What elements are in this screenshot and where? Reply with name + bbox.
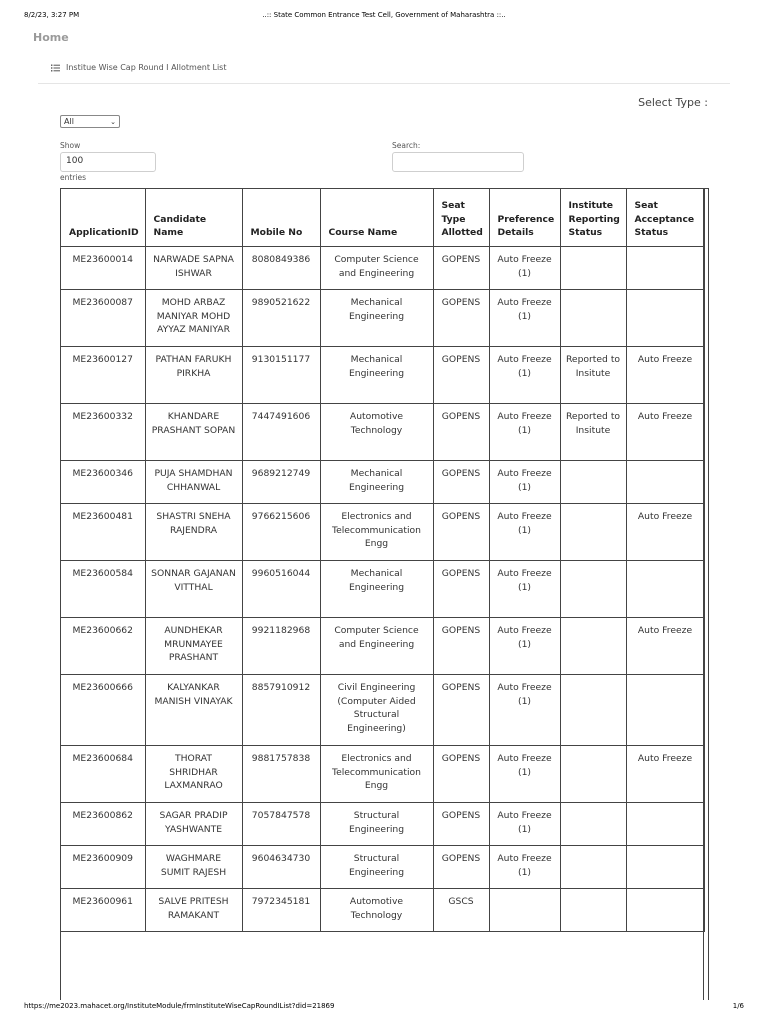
application-id-cell: ME23600332	[61, 404, 145, 461]
preference-cell: Auto Freeze (1)	[489, 803, 560, 846]
seat-type-cell: GOPENS	[433, 803, 489, 846]
mobile-no-cell: 7057847578	[242, 803, 320, 846]
select-type-label: Select Type :	[638, 96, 708, 109]
course-name-cell: Structural Engineering	[320, 803, 433, 846]
type-select-value: All	[64, 117, 74, 126]
table-row	[61, 290, 704, 347]
acceptance-status-cell	[626, 675, 704, 746]
course-name-cell: Civil Engineering (Computer Aided Structural Engineering)	[320, 675, 433, 746]
reporting-status-cell: Reported to Insitute	[560, 404, 626, 461]
mobile-no-cell: 8857910912	[242, 675, 320, 746]
reporting-status-cell	[560, 561, 626, 618]
mobile-no-cell: 9960516044	[242, 561, 320, 618]
application-id-cell: ME23600346	[61, 461, 145, 504]
table-header-row	[61, 189, 704, 247]
candidate-name-cell: MOHD ARBAZ MANIYAR MOHD AYYAZ MANIYAR	[145, 290, 242, 347]
course-name-cell: Automotive Technology	[320, 404, 433, 461]
seat-type-cell: GOPENS	[433, 846, 489, 889]
seat-type-cell: GSCS	[433, 889, 489, 932]
preference-cell: Auto Freeze (1)	[489, 846, 560, 889]
table-inner-border	[703, 189, 704, 1000]
seat-type-cell: GOPENS	[433, 746, 489, 803]
application-id-cell: ME23600666	[61, 675, 145, 746]
reporting-status-cell	[560, 504, 626, 561]
table-row	[61, 746, 704, 803]
mobile-no-cell: 9130151177	[242, 347, 320, 404]
reporting-status-cell	[560, 247, 626, 290]
chevron-down-icon: ⌄	[110, 117, 116, 126]
mobile-no-cell: 8080849386	[242, 247, 320, 290]
application-id-cell: ME23600862	[61, 803, 145, 846]
list-icon	[51, 64, 60, 72]
preference-cell: Auto Freeze (1)	[489, 347, 560, 404]
application-id-cell: ME23600481	[61, 504, 145, 561]
candidate-name-cell: PATHAN FARUKH PIRKHA	[145, 347, 242, 404]
breadcrumb	[51, 63, 226, 72]
acceptance-status-cell	[626, 247, 704, 290]
seat-type-cell: GOPENS	[433, 290, 489, 347]
preference-cell: Auto Freeze (1)	[489, 746, 560, 803]
seat-type-cell: GOPENS	[433, 461, 489, 504]
col-header-acceptance-status[interactable]: Seat Acceptance Status	[626, 189, 704, 247]
acceptance-status-cell: Auto Freeze	[626, 404, 704, 461]
mobile-no-cell: 9604634730	[242, 846, 320, 889]
course-name-cell: Mechanical Engineering	[320, 347, 433, 404]
seat-type-cell: GOPENS	[433, 675, 489, 746]
application-id-cell: ME23600909	[61, 846, 145, 889]
preference-cell: Auto Freeze (1)	[489, 404, 560, 461]
table-row	[61, 247, 704, 290]
reporting-status-cell	[560, 889, 626, 932]
preference-cell: Auto Freeze (1)	[489, 290, 560, 347]
search-input[interactable]	[392, 152, 524, 172]
reporting-status-cell: Reported to Insitute	[560, 347, 626, 404]
search-label: Search:	[392, 141, 421, 150]
reporting-status-cell	[560, 461, 626, 504]
application-id-cell: ME23600014	[61, 247, 145, 290]
preference-cell: Auto Freeze (1)	[489, 675, 560, 746]
seat-type-cell: GOPENS	[433, 404, 489, 461]
divider	[38, 83, 730, 84]
acceptance-status-cell	[626, 803, 704, 846]
application-id-cell: ME23600684	[61, 746, 145, 803]
acceptance-status-cell: Auto Freeze	[626, 618, 704, 675]
course-name-cell: Automotive Technology	[320, 889, 433, 932]
show-label: Show	[60, 141, 81, 150]
course-name-cell: Computer Science and Engineering	[320, 247, 433, 290]
application-id-cell: ME23600087	[61, 290, 145, 347]
table-row	[61, 404, 704, 461]
seat-type-cell: GOPENS	[433, 347, 489, 404]
acceptance-status-cell	[626, 846, 704, 889]
acceptance-status-cell: Auto Freeze	[626, 504, 704, 561]
application-id-cell: ME23600127	[61, 347, 145, 404]
type-select[interactable]	[60, 115, 120, 128]
table-row	[61, 618, 704, 675]
breadcrumb-label: Institue Wise Cap Round I Allotment List	[66, 63, 227, 72]
candidate-name-cell: SHASTRI SNEHA RAJENDRA	[145, 504, 242, 561]
course-name-cell: Electronics and Telecommunication Engg	[320, 746, 433, 803]
table-row	[61, 803, 704, 846]
table-row	[61, 461, 704, 504]
course-name-cell: Mechanical Engineering	[320, 461, 433, 504]
application-id-cell: ME23600584	[61, 561, 145, 618]
application-id-cell: ME23600662	[61, 618, 145, 675]
seat-type-cell: GOPENS	[433, 561, 489, 618]
seat-type-cell: GOPENS	[433, 504, 489, 561]
mobile-no-cell: 7447491606	[242, 404, 320, 461]
home-link[interactable]: Home	[33, 31, 69, 44]
candidate-name-cell: PUJA SHAMDHAN CHHANWAL	[145, 461, 242, 504]
course-name-cell: Mechanical Engineering	[320, 561, 433, 618]
candidate-name-cell: AUNDHEKAR MRUNMAYEE PRASHANT	[145, 618, 242, 675]
mobile-no-cell: 9766215606	[242, 504, 320, 561]
allotment-table	[61, 189, 705, 932]
col-header-seat-type[interactable]: Seat Type Allotted	[433, 189, 489, 247]
table-row	[61, 889, 704, 932]
application-id-cell: ME23600961	[61, 889, 145, 932]
reporting-status-cell	[560, 290, 626, 347]
table-body	[61, 247, 704, 932]
reporting-status-cell	[560, 618, 626, 675]
preference-cell	[489, 889, 560, 932]
mobile-no-cell: 7972345181	[242, 889, 320, 932]
mobile-no-cell: 9881757838	[242, 746, 320, 803]
preference-cell: Auto Freeze (1)	[489, 504, 560, 561]
table-row	[61, 675, 704, 746]
table-row	[61, 504, 704, 561]
mobile-no-cell: 9689212749	[242, 461, 320, 504]
candidate-name-cell: NARWADE SAPNA ISHWAR	[145, 247, 242, 290]
candidate-name-cell: THORAT SHRIDHAR LAXMANRAO	[145, 746, 242, 803]
print-url: https://me2023.mahacet.org/InstituteModule/frmInstituteWiseCapRoundIList?did=21869	[24, 1002, 335, 1010]
course-name-cell: Mechanical Engineering	[320, 290, 433, 347]
col-header-course-name[interactable]: Course Name	[320, 189, 433, 247]
col-header-application-id[interactable]: ApplicationID	[61, 189, 145, 247]
course-name-cell: Electronics and Telecommunication Engg	[320, 504, 433, 561]
reporting-status-cell	[560, 846, 626, 889]
print-datetime: 8/2/23, 3:27 PM	[24, 11, 80, 19]
mobile-no-cell: 9890521622	[242, 290, 320, 347]
acceptance-status-cell	[626, 461, 704, 504]
course-name-cell: Computer Science and Engineering	[320, 618, 433, 675]
preference-cell: Auto Freeze (1)	[489, 461, 560, 504]
reporting-status-cell	[560, 746, 626, 803]
candidate-name-cell: SALVE PRITESH RAMAKANT	[145, 889, 242, 932]
preference-cell: Auto Freeze (1)	[489, 561, 560, 618]
acceptance-status-cell	[626, 561, 704, 618]
table-row	[61, 561, 704, 618]
col-header-mobile-no[interactable]: Mobile No	[242, 189, 320, 247]
acceptance-status-cell: Auto Freeze	[626, 746, 704, 803]
entries-label: entries	[60, 173, 86, 182]
col-header-preference[interactable]: Preference Details	[489, 189, 560, 247]
entries-per-page-input[interactable]: 100	[60, 152, 156, 172]
seat-type-cell: GOPENS	[433, 247, 489, 290]
preference-cell: Auto Freeze (1)	[489, 247, 560, 290]
acceptance-status-cell	[626, 290, 704, 347]
col-header-reporting-status[interactable]: Institute Reporting Status	[560, 189, 626, 247]
col-header-candidate-name[interactable]: Candidate Name	[145, 189, 242, 247]
acceptance-status-cell	[626, 889, 704, 932]
candidate-name-cell: KHANDARE PRASHANT SOPAN	[145, 404, 242, 461]
candidate-name-cell: KALYANKAR MANISH VINAYAK	[145, 675, 242, 746]
candidate-name-cell: SONNAR GAJANAN VITTHAL	[145, 561, 242, 618]
reporting-status-cell	[560, 803, 626, 846]
candidate-name-cell: WAGHMARE SUMIT RAJESH	[145, 846, 242, 889]
allotment-table-container	[60, 188, 709, 1000]
table-row	[61, 347, 704, 404]
candidate-name-cell: SAGAR PRADIP YASHWANTE	[145, 803, 242, 846]
print-page-number: 1/6	[732, 1002, 744, 1010]
mobile-no-cell: 9921182968	[242, 618, 320, 675]
acceptance-status-cell: Auto Freeze	[626, 347, 704, 404]
seat-type-cell: GOPENS	[433, 618, 489, 675]
course-name-cell: Structural Engineering	[320, 846, 433, 889]
print-page-title: ..:: State Common Entrance Test Cell, Government of Maharashtra ::..	[262, 11, 506, 19]
reporting-status-cell	[560, 675, 626, 746]
table-row	[61, 846, 704, 889]
preference-cell: Auto Freeze (1)	[489, 618, 560, 675]
